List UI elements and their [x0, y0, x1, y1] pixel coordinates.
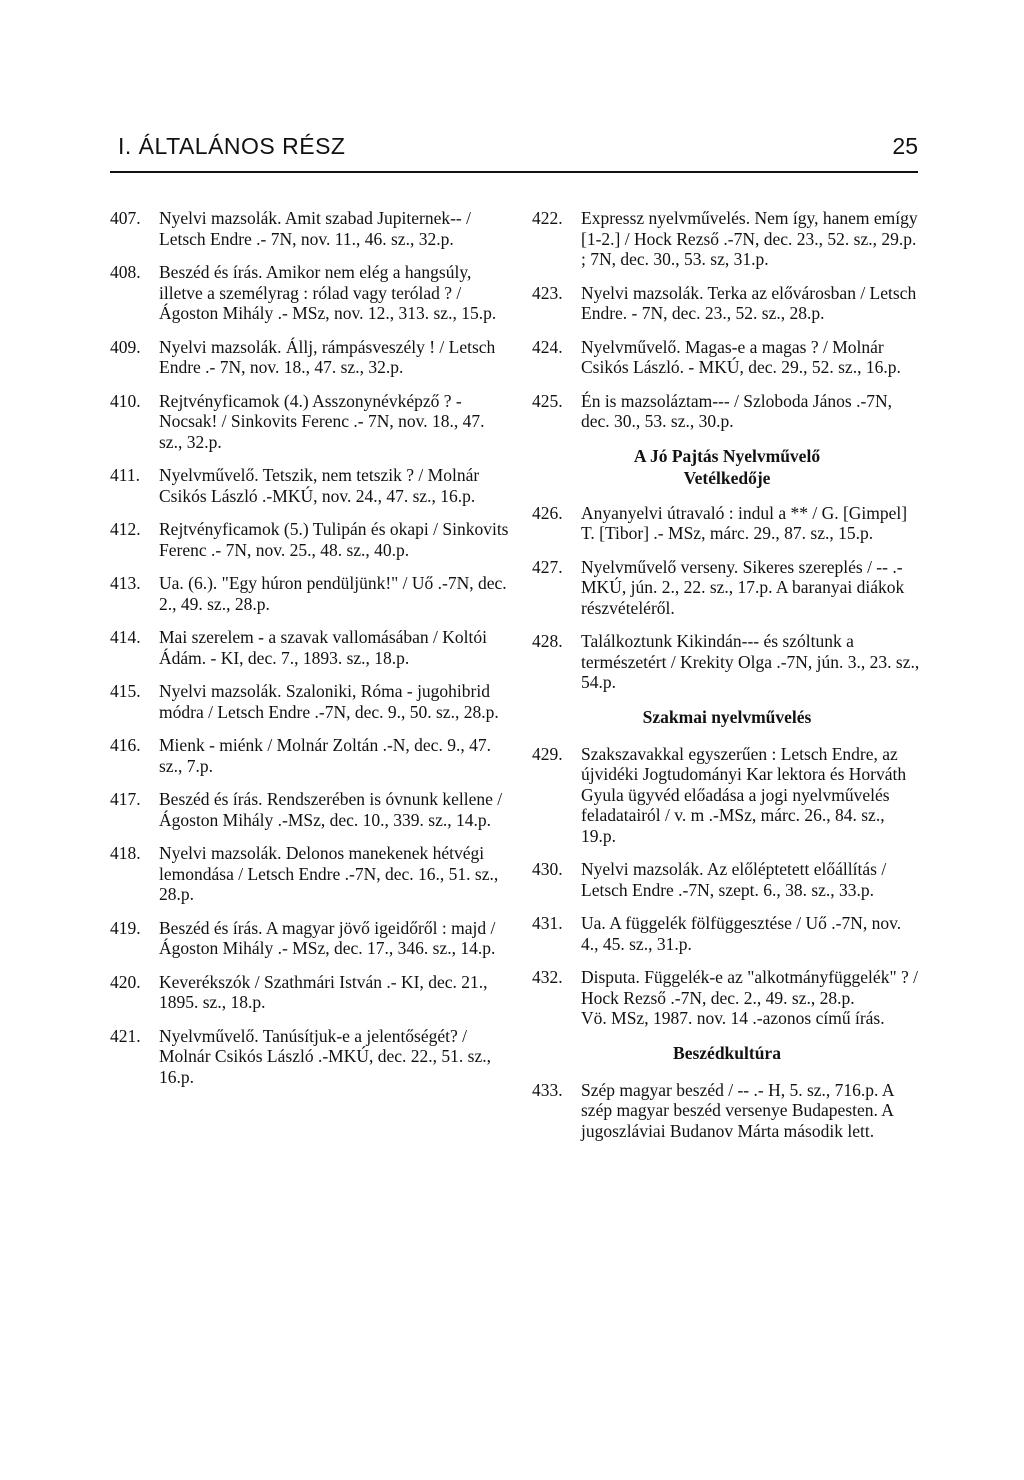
header-rule — [110, 171, 918, 173]
bib-entry — [532, 913, 922, 954]
entry-text: Ua. A függelék fölfüggesztése / Uő .-7N, nov. 4., 45. sz., 31.p. — [581, 913, 902, 954]
entry-number: 430. — [532, 859, 563, 879]
entry-text: Nyelvi mazsolák. Az előléptetett előállítás / Letsch Endre .-7N, szept. 6., 38. sz., 33.p. — [581, 859, 887, 900]
entry-text: Beszéd és írás. Rendszerében is óvnunk kellene / Ágoston Mihály .-MSz, dec. 10., 339. sz., 14.p. — [159, 789, 503, 830]
entry-text: Rejtvényficamok (4.) Asszonynévképző ? - Nocsak! / Sinkovits Ferenc .- 7N, nov. 18., 47. sz., 32.p. — [159, 390, 485, 452]
entry-number: 431. — [532, 913, 563, 933]
entry-number: 408. — [110, 262, 141, 282]
entry-number: 427. — [532, 556, 563, 577]
entry-number: 426. — [532, 502, 563, 523]
entry-text: Ua. (6.). "Egy húron pendüljünk!" / Uő .-7N, dec. 2., 49. sz., 28.p. — [159, 573, 507, 614]
bib-entry — [110, 391, 510, 453]
entry-text: Szép magyar beszéd / -- .- H, 5. sz., 716.p. A szép magyar beszéd versenye Budapesten. A jugoszláviai Budanov Márta második lett. — [581, 1079, 894, 1141]
entry-number: 432. — [532, 967, 563, 987]
entry-text: Anyanyelvi útravaló : indul a ** / G. [Gimpel] T. [Tibor] .- MSz, márc. 29., 87. sz., 15.p. — [581, 502, 908, 543]
entry-text: Beszéd és írás. Amikor nem elég a hangsúly, illetve a személyrag : rólad vagy terólad ? / Ágoston Mihály .- MSz, nov. 12., 313. sz., 15.p. — [159, 262, 497, 323]
entry-text: Nyelvi mazsolák. Szaloniki, Róma - jugohibrid módra / Letsch Endre .-7N, dec. 9., 50. sz., 28.p. — [159, 681, 499, 722]
entry-number: 419. — [110, 917, 141, 938]
left-column — [110, 208, 510, 1100]
entry-text: Szakszavakkal egyszerűen : Letsch Endre, az újvidéki Jogtudományi Kar lektora és Horváth Gyula ügyvéd előadása a jogi nyelvművelés feladatairól / v. m .-MSz, márc. 26., 84. sz., 19.p. — [581, 743, 907, 846]
bib-entry — [532, 631, 922, 693]
bib-entry — [110, 337, 510, 378]
entry-text: Mienk - miénk / Molnár Zoltán .-N, dec. 9., 47. sz., 7.p. — [159, 735, 491, 776]
entry-number: 429. — [532, 743, 563, 764]
section-heading-line: Vetélkedője — [683, 467, 771, 488]
entry-text: Nyelvi mazsolák. Delonos manekenek hétvégi lemondása / Letsch Endre .-7N, dec. 16., 51. sz., 28.p. — [159, 843, 499, 904]
entry-note: Vö. MSz, 1987. nov. 14 .-azonos című írás. — [581, 1008, 885, 1028]
entry-number: 424. — [532, 336, 563, 357]
entry-number: 422. — [532, 208, 563, 228]
entry-number: 407. — [110, 208, 141, 228]
entry-text: Nyelvművelő verseny. Sikeres szereplés / -- .- MKÚ, jún. 2., 22. sz., 17.p. A baranyai diákok részvételéről. — [581, 556, 905, 618]
bib-entry — [532, 744, 922, 847]
entry-number: 412. — [110, 519, 141, 539]
bib-entry — [110, 918, 510, 959]
bib-entry — [532, 967, 922, 1008]
bib-entry — [532, 1080, 922, 1142]
bib-entry — [110, 262, 510, 324]
bib-entry — [532, 283, 922, 324]
entry-text: Expressz nyelvművelés. Nem így, hanem emígy [1-2.] / Hock Rezső .-7N, dec. 23., 52. sz., 29.p. ; 7N, dec. 30., 53. sz, 31.p. — [581, 208, 918, 269]
entry-text: Mai szerelem - a szavak vallomásában / Koltói Ádám. - KI, dec. 7., 1893. sz., 18.p. — [159, 627, 488, 668]
bib-entry — [532, 337, 922, 378]
entry-text: Rejtvényficamok (5.) Tulipán és okapi / Sinkovits Ferenc .- 7N, nov. 25., 48. sz., 40.p. — [159, 519, 509, 560]
entry-text: Én is mazsoláztam--- / Szloboda János .-7N, dec. 30., 53. sz., 30.p. — [581, 390, 893, 431]
entry-text: Keverékszók / Szathmári István .- KI, dec. 21., 1895. sz., 18.p. — [159, 971, 488, 1012]
bib-entry — [110, 519, 510, 560]
bib-entry — [110, 465, 510, 506]
bib-entry — [110, 627, 510, 668]
entry-number: 409. — [110, 336, 141, 357]
bib-entry — [532, 557, 922, 619]
entry-text: Beszéd és írás. A magyar jövő igeidőről : majd / Ágoston Mihály .- MSz, dec. 17., 346. sz., 14.p. — [159, 917, 496, 958]
bib-entry — [532, 208, 922, 270]
bib-entry — [110, 681, 510, 722]
page-number: 25 — [892, 133, 918, 159]
entry-number: 420. — [110, 971, 141, 992]
right-column — [532, 208, 922, 1154]
bib-entry — [110, 573, 510, 614]
entry-number: 428. — [532, 631, 563, 651]
entry-number: 411. — [110, 465, 140, 485]
entry-number: 416. — [110, 735, 141, 755]
entry-text: Nyelvi mazsolák. Amit szabad Jupiternek-- / Letsch Endre .- 7N, nov. 11., 46. sz., 32.p. — [159, 208, 472, 249]
page-header — [118, 133, 918, 167]
entry-number: 415. — [110, 681, 141, 701]
entry-text: Nyelvművelő. Tetszik, nem tetszik ? / Molnár Csikós László .-MKÚ, nov. 24., 47. sz., 16.p. — [159, 465, 480, 506]
entry-text: Nyelvi mazsolák. Terka az elővárosban / Letsch Endre. - 7N, dec. 23., 52. sz., 28.p. — [581, 282, 917, 323]
section-heading-szakmai: Szakmai nyelvművelés — [642, 706, 812, 727]
entry-text: Találkoztunk Kikindán--- és szóltunk a természetért / Krekity Olga .-7N, jún. 3., 23. sz., 54.p. — [581, 631, 920, 692]
entry-number: 421. — [110, 1025, 141, 1046]
section-heading-line: A Jó Pajtás Nyelvművelő — [633, 445, 821, 466]
bib-entry — [110, 789, 510, 830]
entry-number: 410. — [110, 390, 141, 411]
entry-number: 423. — [532, 282, 563, 303]
entry-number: 425. — [532, 390, 563, 411]
running-head: I. ÁLTALÁNOS RÉSZ — [118, 133, 346, 159]
entry-number: 417. — [110, 789, 141, 809]
bib-entry — [532, 859, 922, 900]
entry-text: Nyelvművelő. Magas-e a magas ? / Molnár Csikós László. - MKÚ, dec. 29., 52. sz., 16.p. — [581, 336, 901, 377]
entry-text: Nyelvi mazsolák. Állj, rámpásveszély ! / Letsch Endre .- 7N, nov. 18., 47. sz., 32.p. — [159, 336, 496, 377]
bib-entry — [532, 391, 922, 432]
bib-entry — [110, 1026, 510, 1088]
section-heading-beszedkultura: Beszédkultúra — [673, 1042, 781, 1063]
entry-number: 413. — [110, 573, 141, 593]
entry-text: Nyelvművelő. Tanúsítjuk-e a jelentőségét? / Molnár Csikós László .-MKÚ, dec. 22., 51. sz., 16.p. — [159, 1025, 491, 1087]
bib-entry — [110, 843, 510, 905]
bib-entry — [532, 503, 922, 544]
bib-entry — [110, 735, 510, 776]
entry-number: 414. — [110, 627, 141, 647]
bib-entry — [110, 208, 510, 249]
entry-number: 433. — [532, 1079, 563, 1100]
entry-text: Disputa. Függelék-e az "alkotmányfüggelék" ? / Hock Rezső .-7N, dec. 2., 49. sz., 28.p. — [581, 967, 918, 1008]
bib-entry-note — [532, 1008, 922, 1029]
bib-entry — [110, 972, 510, 1013]
entry-number: 418. — [110, 843, 141, 863]
section-heading-jo-pajtas — [532, 445, 922, 489]
